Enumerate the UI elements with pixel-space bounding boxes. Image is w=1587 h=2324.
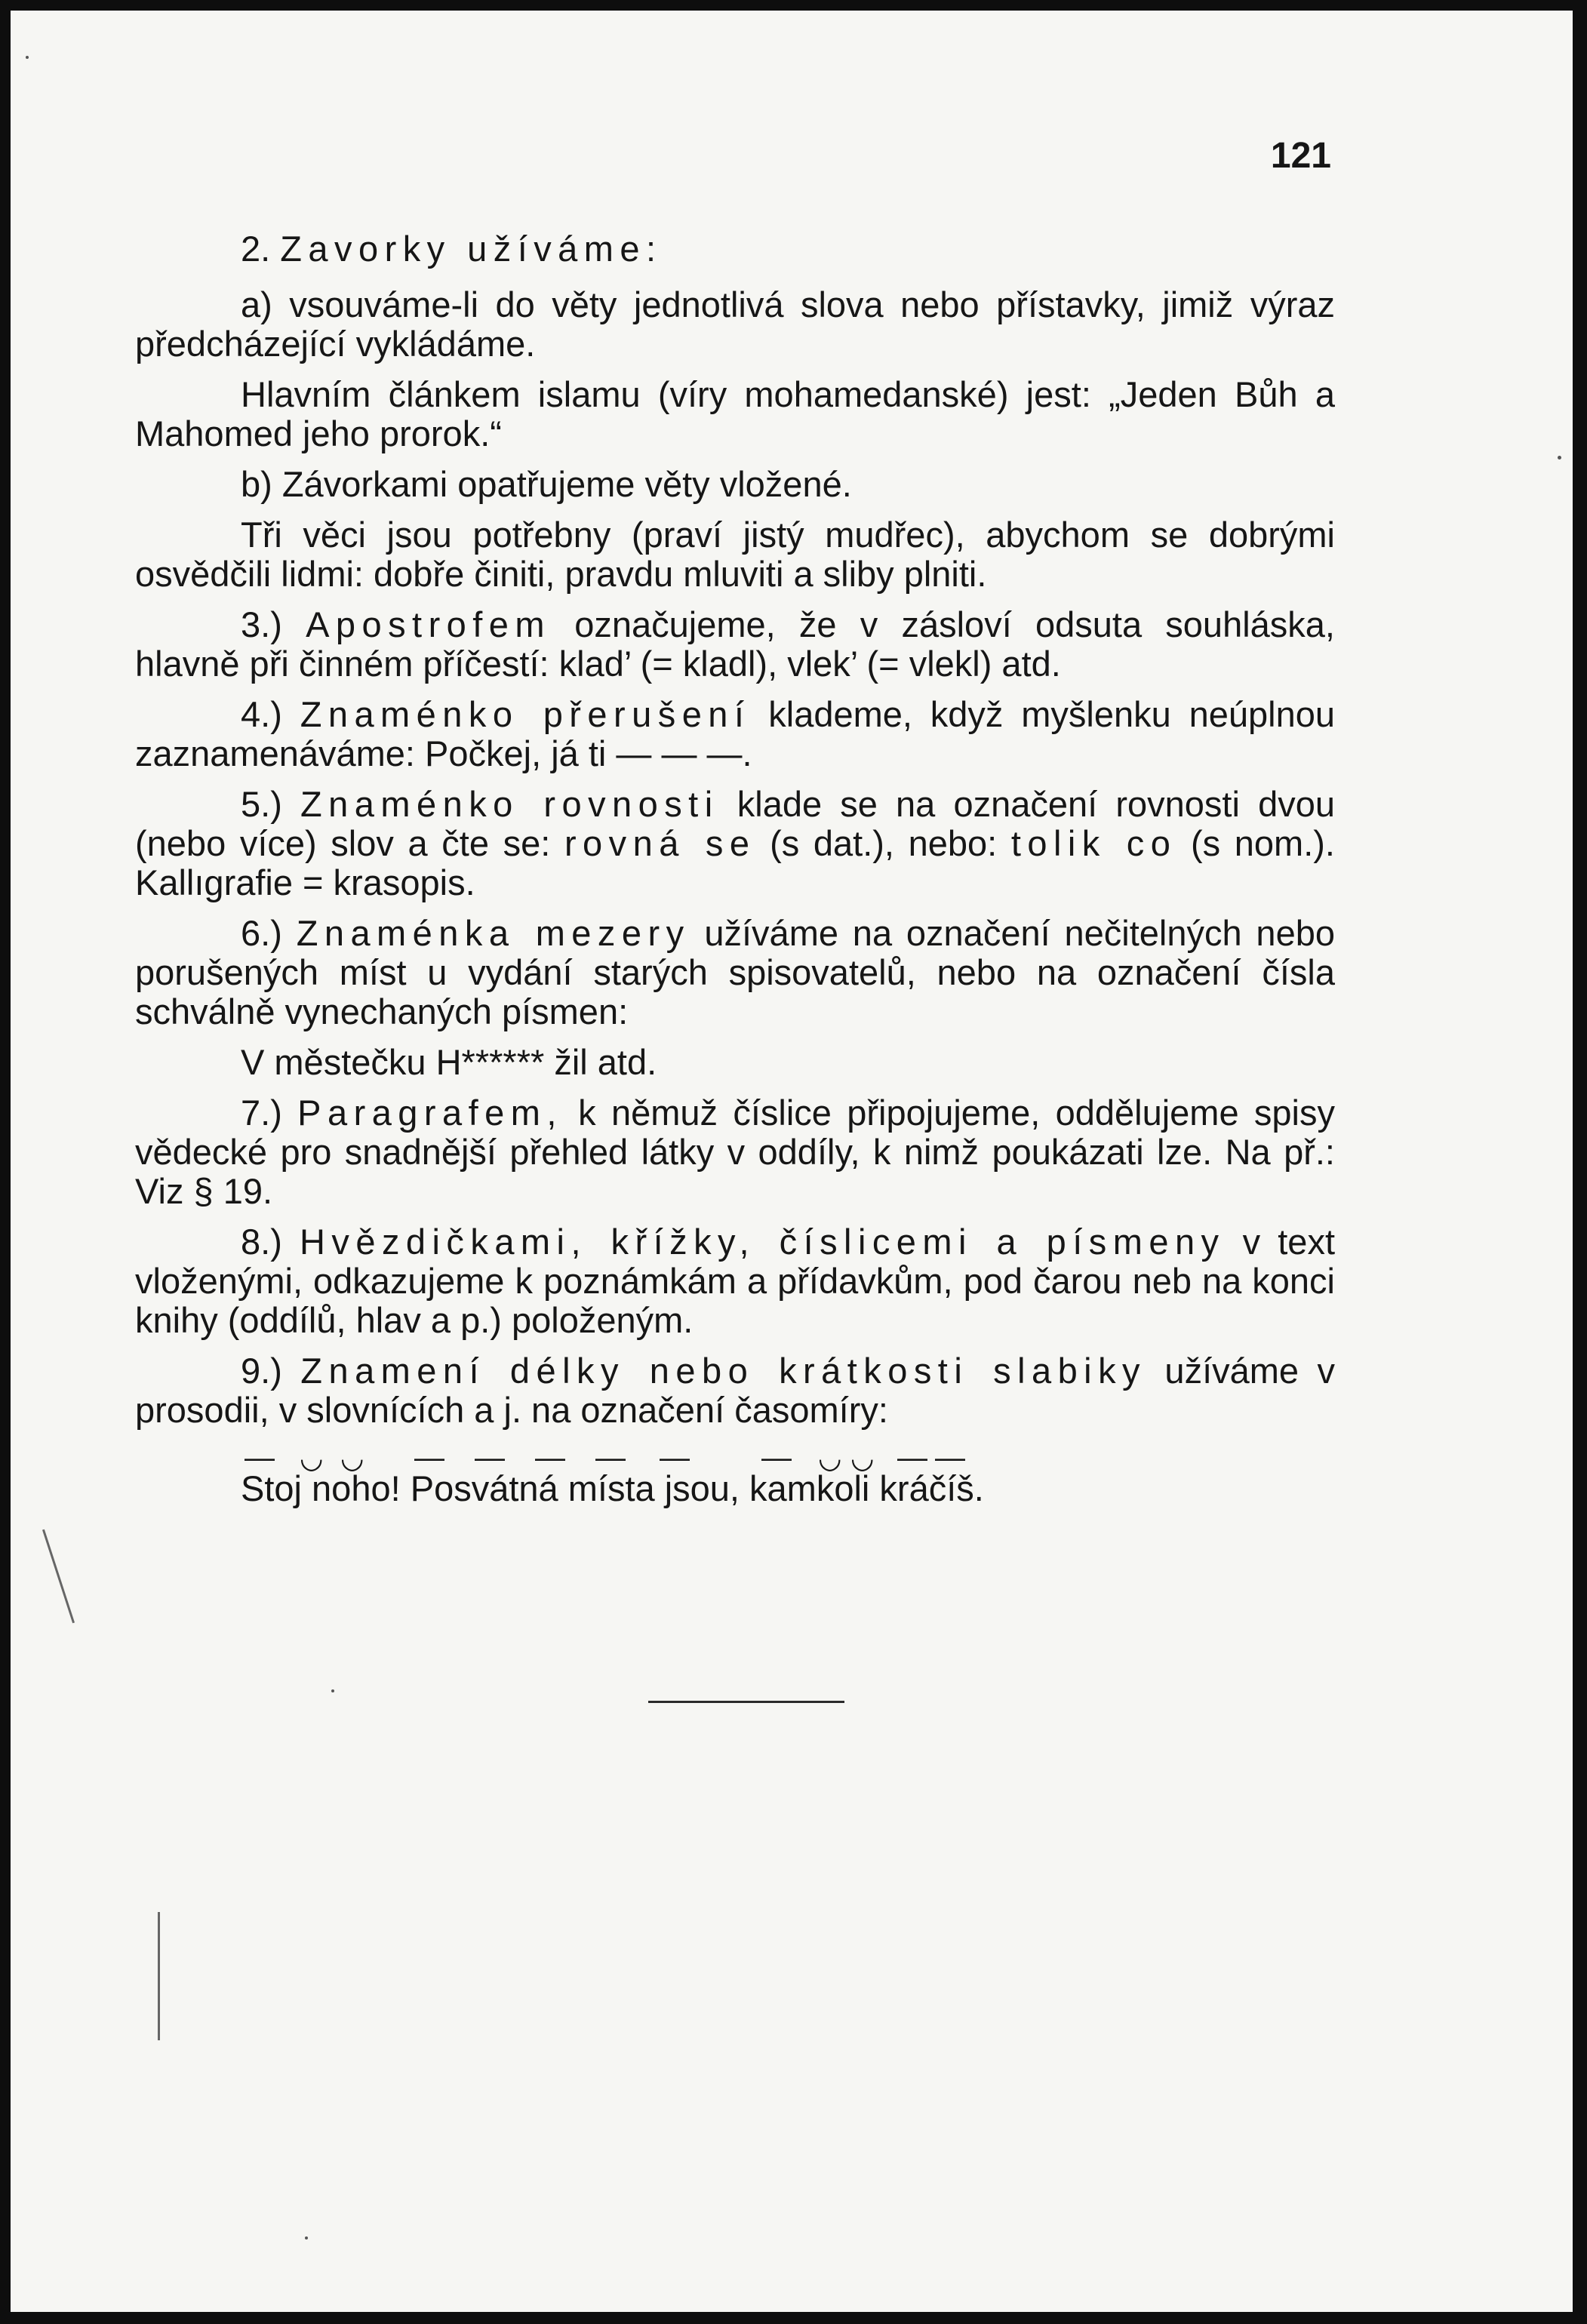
paragraph-text: (s dat.), nebo: — [755, 823, 1011, 863]
meter-mark: — — [475, 1441, 505, 1474]
item-a-example: Hlavním článkem islamu (víry mohamedanské) jest: „Jeden Bůh a Mahomed jeho prorok.“ — [135, 374, 1335, 453]
paragraph-text: označujeme, že v zásloví odsuta souhláska, hlavně při činném příčestí: klad’ (= kladl), vlek’ (= vlekl) atd. — [135, 604, 1335, 684]
paragraph-term: rovná se — [564, 823, 756, 863]
page-number: 121 — [1270, 136, 1331, 176]
meter-marks-row — [135, 1437, 1335, 1474]
meter-mark: — — [595, 1441, 626, 1474]
section-number: 2. — [241, 229, 271, 269]
paragraph-text: v text vloženými, odkazujeme k poznámkám a přídavkům, pod čarou neb na konci knihy (oddílů, hlav a p.) položeným. — [135, 1222, 1335, 1340]
meter-mark: — — [761, 1441, 792, 1474]
paragraph-text: klade se na označení rovnosti dvou (nebo více) slov a čte se: — [135, 784, 1335, 863]
paragraph-term: Paragrafem, — [297, 1093, 563, 1133]
scan-edge-mark — [158, 1912, 160, 2040]
paragraph-text: klademe, když myšlenku neúplnou zaznamenáváme: Počkej, já ti — — —. — [135, 694, 1336, 773]
paragraph-5 — [135, 785, 1335, 902]
scan-edge-mark — [42, 1529, 75, 1624]
scan-speck — [331, 1689, 334, 1692]
paragraph-number: 7.) — [241, 1093, 282, 1133]
paragraph-term: tolik co — [1010, 823, 1177, 863]
closing-rule — [648, 1701, 844, 1703]
paragraph-number: 4.) — [241, 694, 282, 734]
paragraph-term: Znaménko rovnosti — [300, 784, 719, 824]
paragraph-number: 5.) — [241, 784, 282, 824]
paragraph-7 — [135, 1093, 1335, 1211]
paragraph-6-example: V městečku H****** žil atd. — [241, 1042, 657, 1082]
paragraph-8 — [135, 1222, 1335, 1340]
meter-mark: — — [535, 1441, 565, 1474]
paragraph-term: Hvězdičkami, křížky, číslicemi a písmeny — [299, 1222, 1226, 1262]
meter-mark: — — [935, 1441, 965, 1474]
paragraph-text: k němuž číslice připojujeme, oddělujeme spisy vědecké pro snadnější přehled látky v oddíly, k nimž poukázati lze. Na př.: Viz § 19. — [135, 1093, 1335, 1211]
section-heading — [135, 229, 1335, 269]
item-b-example: Tři věci jsou potřebny (praví jistý mudřec), abychom se dobrými osvědčili lidmi: dobře činiti, pravdu mluviti a sliby plniti. — [135, 515, 1335, 594]
meter-mark: — — [245, 1441, 275, 1474]
meter-mark: — — [897, 1441, 927, 1474]
paragraph-term: Apostrofem — [306, 604, 552, 644]
paragraph-9-example: Stoj noho! Posvátná místa jsou, kamkoli kráčíš. — [241, 1468, 984, 1508]
section-title: Zavorky užíváme: — [280, 229, 663, 269]
scan-speck — [1558, 456, 1561, 460]
meter-mark: ◡ — [340, 1441, 364, 1474]
paragraph-number: 8.) — [241, 1222, 282, 1262]
paragraph-4 — [135, 695, 1335, 773]
scan-speck — [305, 2236, 308, 2239]
meter-mark: — — [414, 1441, 444, 1474]
meter-mark: ◡ — [818, 1441, 842, 1474]
paragraph-term: Znaménko přerušení — [300, 694, 751, 734]
meter-mark: ◡ — [850, 1441, 875, 1474]
scan-speck — [26, 56, 29, 59]
scanned-page — [11, 11, 1573, 2312]
paragraph-6 — [135, 914, 1335, 1031]
paragraph-3 — [135, 605, 1335, 684]
meter-mark: ◡ — [300, 1441, 324, 1474]
paragraph-term: Znaménka mezery — [296, 913, 690, 953]
paragraph-term: Znamení délky nebo krátkosti slabiky — [300, 1351, 1146, 1391]
paragraph-text: užíváme na označení nečitelných nebo porušených míst u vydání starých spisovatelů, nebo na označení čísla schválně vynechaných písmen: — [135, 913, 1335, 1031]
paragraph-9 — [135, 1351, 1335, 1430]
meter-mark: — — [660, 1441, 690, 1474]
paragraph-text: užíváme v prosodii, v slovnících a j. na označení časomíry: — [135, 1351, 1335, 1430]
paragraph-number: 3.) — [241, 604, 282, 644]
item-a-text: a) vsouváme-li do věty jednotlivá slova nebo přístavky, jimiž výraz předcházející vykládáme. — [135, 284, 1335, 364]
item-b-text: b) Závorkami opatřujeme věty vložené. — [241, 464, 852, 504]
page-body — [135, 229, 1335, 1508]
paragraph-number: 6.) — [241, 913, 282, 953]
paragraph-text: (s nom.). Kallıgrafie = krasopis. — [135, 823, 1335, 902]
paragraph-number: 9.) — [241, 1351, 282, 1391]
